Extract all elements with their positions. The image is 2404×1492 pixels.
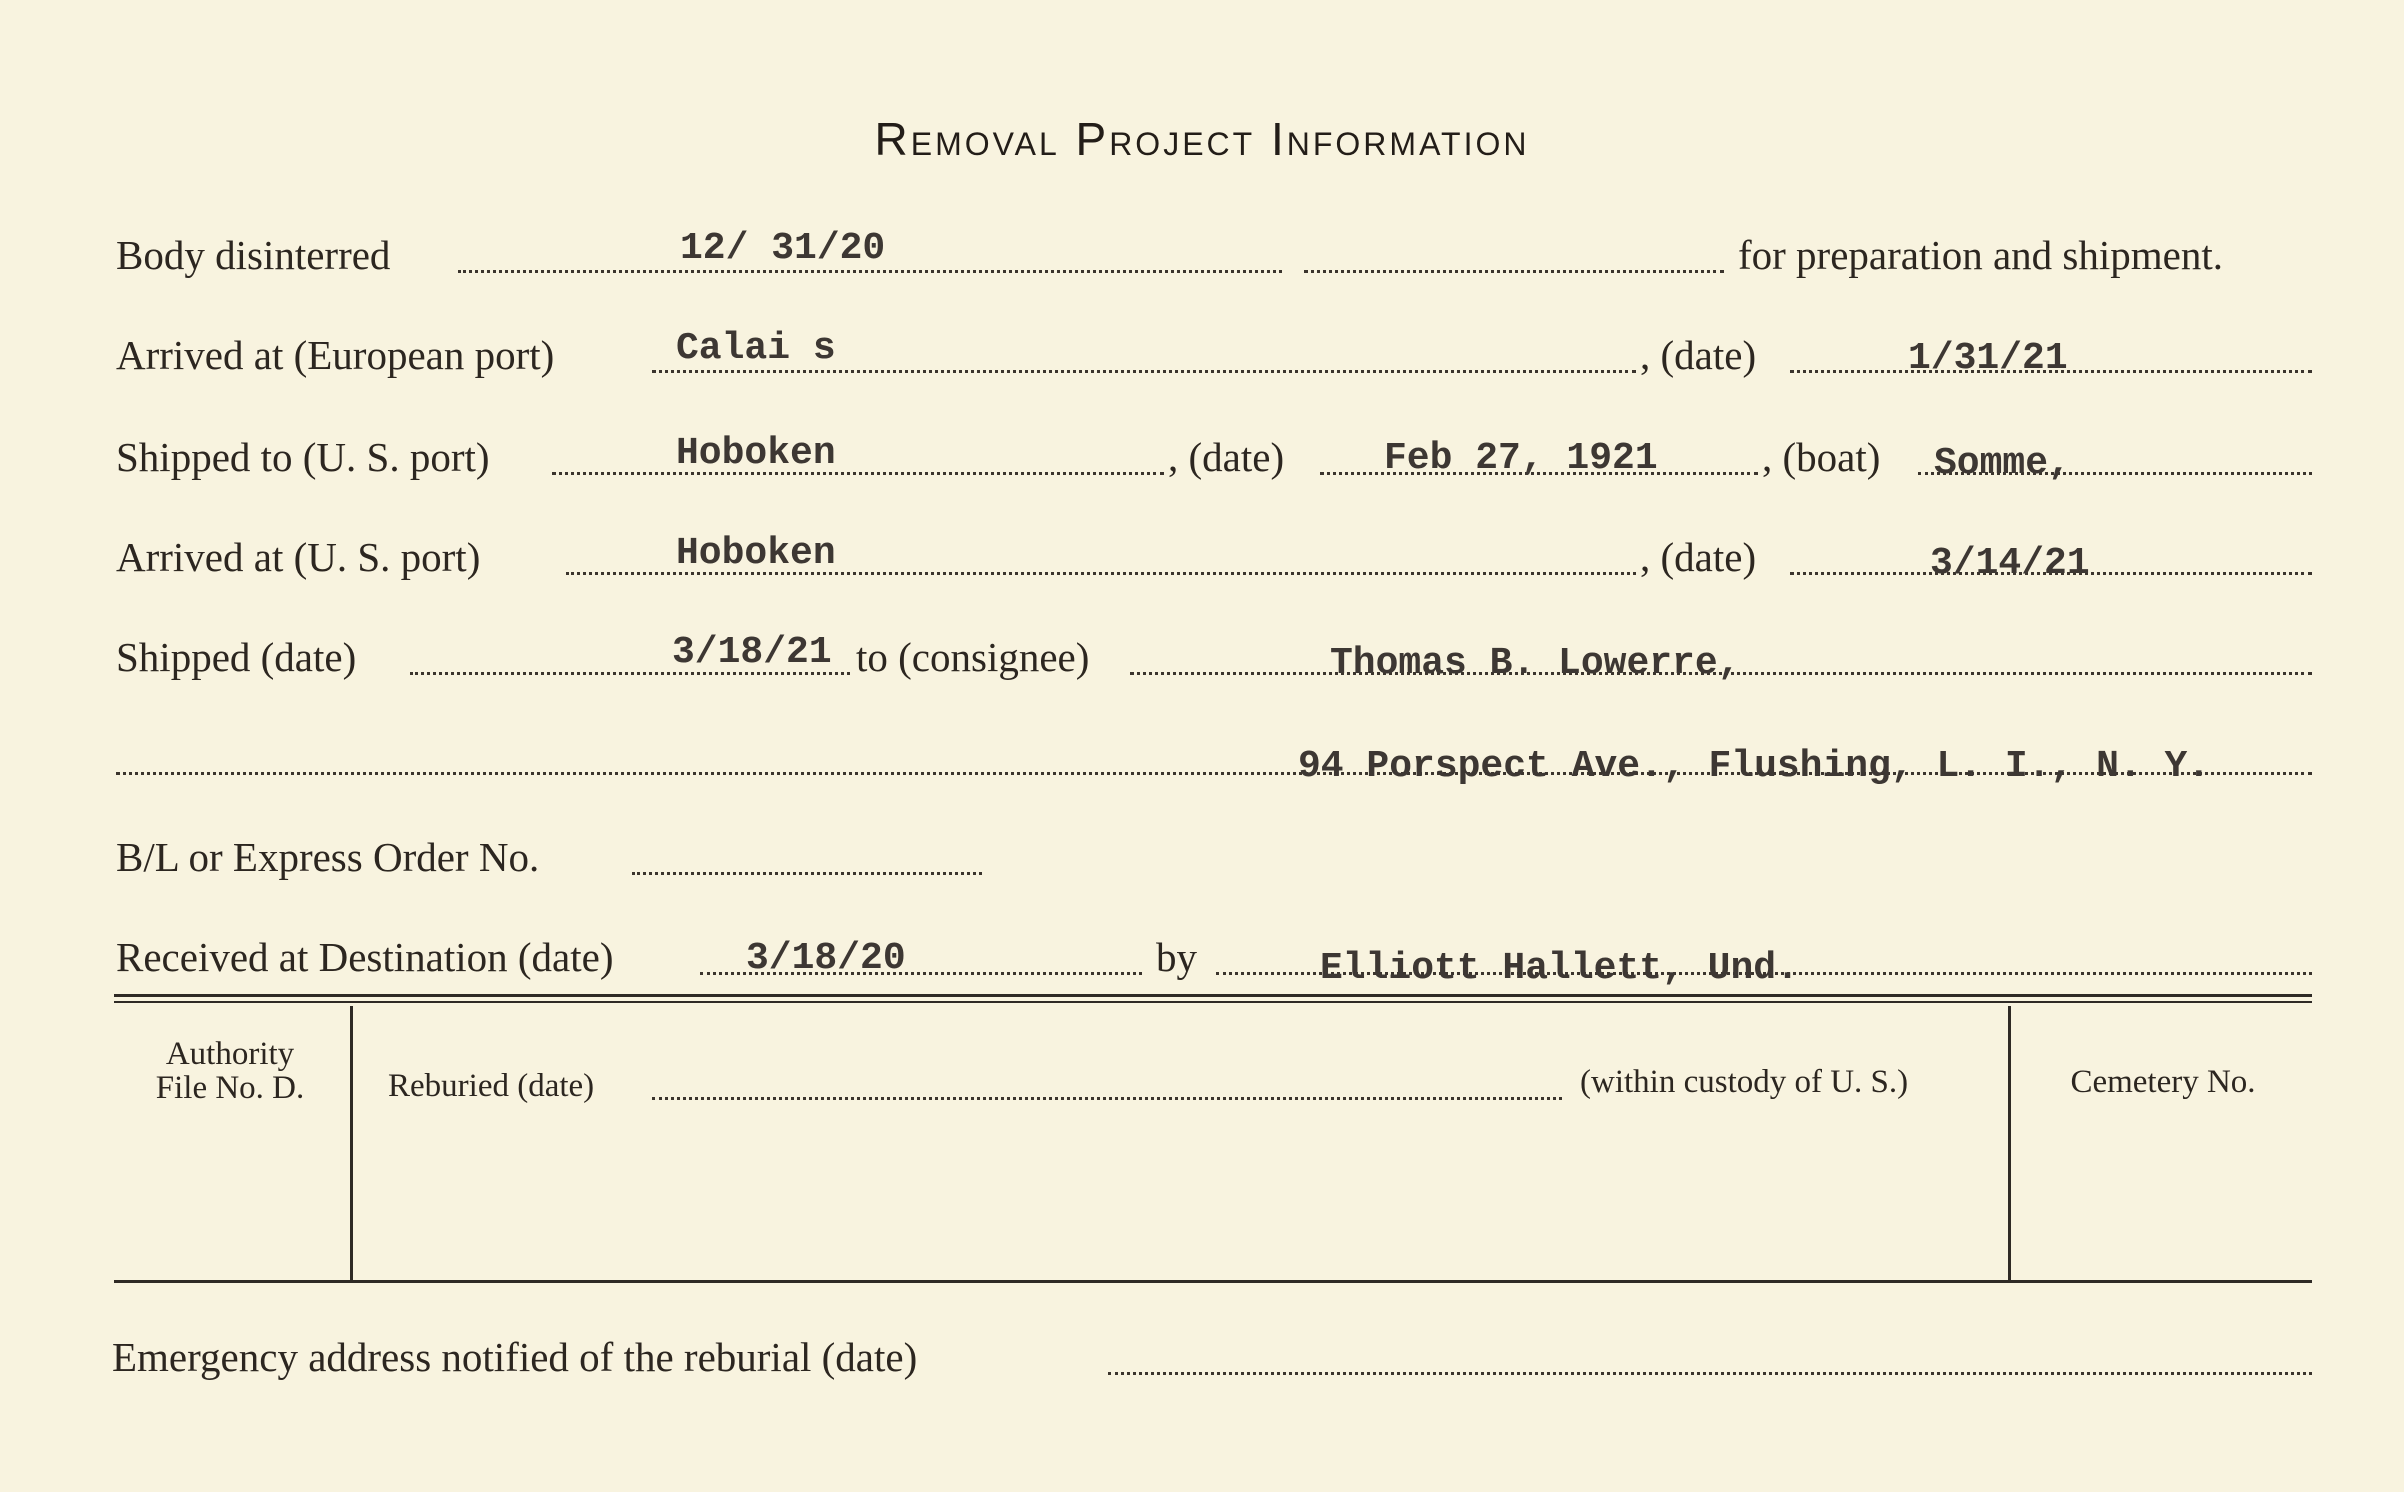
reburied-date-line xyxy=(652,1097,1562,1100)
body-disinterred-label: Body disinterred xyxy=(116,232,391,278)
body-disinterred-line-2 xyxy=(1304,270,1724,273)
received-destination-label: Received at Destination (date) xyxy=(116,934,614,980)
emergency-address-line xyxy=(1108,1372,2312,1375)
table-top-rule-2 xyxy=(114,1001,2312,1003)
arrived-european-date-value: 1/31/21 xyxy=(1908,337,2068,380)
shipped-to-date-label: , (date) xyxy=(1168,434,1285,480)
bl-express-order-line xyxy=(632,872,982,875)
received-destination-value: 3/18/20 xyxy=(746,937,906,980)
preparation-shipment-text: for preparation and shipment. xyxy=(1738,232,2224,278)
arrived-european-port-value: Calai s xyxy=(676,327,836,370)
table-divider-right xyxy=(2008,1006,2011,1280)
shipped-to-us-port-value: Hoboken xyxy=(676,432,836,475)
shipped-to-boat-value: Somme, xyxy=(1934,442,2071,485)
arrived-us-date-value: 3/14/21 xyxy=(1930,542,2090,585)
consignee-value: Thomas B. Lowerre, xyxy=(1330,642,1741,685)
shipped-to-boat-label: , (boat) xyxy=(1762,434,1881,480)
authority-label-line1: Authority xyxy=(165,1036,295,1072)
shipped-date-label: Shipped (date) xyxy=(116,634,357,680)
body-disinterred-value: 12/ 31/20 xyxy=(680,227,886,270)
table-bottom-rule xyxy=(114,1280,2312,1283)
consignee-address-value: 94 Porspect Ave., Flushing, L. I., N. Y. xyxy=(1298,745,2211,788)
arrived-european-date-label: , (date) xyxy=(1640,332,1757,378)
arrived-us-port-label: Arrived at (U. S. port) xyxy=(116,534,481,580)
arrived-european-port-line xyxy=(652,370,1636,373)
table-top-rule xyxy=(114,994,2312,997)
emergency-address-label: Emergency address notified of the reburial (date) xyxy=(112,1334,918,1380)
shipped-to-us-port-label: Shipped to (U. S. port) xyxy=(116,434,490,480)
arrived-us-date-label: , (date) xyxy=(1640,534,1757,580)
received-by-label: by xyxy=(1156,934,1197,980)
shipped-to-date-value: Feb 27, 1921 xyxy=(1384,437,1658,480)
body-disinterred-line xyxy=(458,270,1282,273)
table-divider-left xyxy=(350,1006,353,1280)
authority-label-line2: File No. D. xyxy=(155,1070,305,1106)
arrived-us-port-value: Hoboken xyxy=(676,532,836,575)
shipped-to-us-port-line xyxy=(552,472,1164,475)
consignee-label: to (consignee) xyxy=(856,634,1090,680)
shipped-date-value: 3/18/21 xyxy=(672,631,832,674)
cemetery-no-label: Cemetery No. xyxy=(2070,1064,2256,1100)
bl-express-order-label: B/L or Express Order No. xyxy=(116,834,540,880)
card-title: Removal Project Information xyxy=(874,113,1530,165)
custody-label: (within custody of U. S.) xyxy=(1580,1064,1909,1100)
received-by-value: Elliott Hallett, Und. xyxy=(1320,947,1799,990)
reburied-date-label: Reburied (date) xyxy=(388,1068,595,1104)
arrived-european-port-label: Arrived at (European port) xyxy=(116,332,555,378)
